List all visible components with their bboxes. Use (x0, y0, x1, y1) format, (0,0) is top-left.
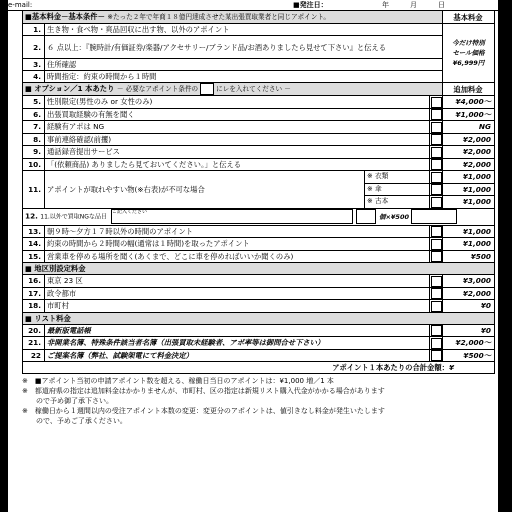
item-price: ¥1,000～ (443, 108, 495, 121)
item11-row (23, 171, 495, 184)
month-label: 月 (410, 1, 417, 9)
item-text: アポイントが取れやすい物(※右表)が不可な場合 (45, 171, 365, 209)
basic-price-cell (443, 24, 495, 83)
option-checkbox-cell (430, 158, 443, 171)
option-checkbox-cell (430, 337, 443, 350)
item-text: 約束の時間から２時間の幅(通常は１時間)を取ったアポイント (45, 238, 430, 251)
year-label: 年 (382, 1, 389, 9)
option-note: － 必要なアポイント条件の (116, 85, 199, 93)
item-price: NG (443, 121, 495, 134)
option-checkbox[interactable] (431, 159, 442, 170)
basic-price-line: 今だけ特別 (452, 39, 485, 47)
basic-num: 4. (23, 71, 45, 83)
item-price: ¥2,000 (443, 146, 495, 159)
basic-text: 生き物・食べ物・爽品回収に出す物、以外のアポイント (45, 24, 443, 36)
item-price: ¥1,000 (443, 225, 495, 238)
item-number: 18. (23, 300, 45, 313)
item-text: 市町村 (45, 300, 430, 313)
option-checkbox-cell (430, 275, 443, 288)
item-price: ¥2,000 (443, 287, 495, 300)
basic-num: 3. (23, 59, 45, 71)
item-number: 11. (23, 171, 45, 209)
item-text: 11.以外で買取NGな品目 (40, 213, 107, 221)
item-row (23, 349, 495, 362)
footnote-line: ※ 都道府県の指定は追加料金はかかりませんが、市町村、区の指定は新規リスト購入代金がかかる場合があります (22, 387, 385, 395)
option-checkbox[interactable] (431, 172, 442, 183)
option-checkbox[interactable] (431, 350, 442, 361)
option-checkbox[interactable] (431, 325, 442, 336)
item-number: 7. (23, 121, 45, 134)
option-checkbox-cell (430, 133, 443, 146)
item-row (23, 337, 495, 350)
item12-row (23, 208, 495, 225)
item-row (23, 238, 495, 251)
item-text: 東京 23 区 (45, 275, 430, 288)
item-number: 10. (23, 158, 45, 171)
basic-title: ■基本料金－基本条件－ (25, 12, 105, 21)
footnote-line: ※ 稼働日から１週間以内の受注アポイント本数の変更：変更分のアポイントは、値引きなし料金が発生いたします (22, 407, 385, 415)
option-checkbox-cell (430, 287, 443, 300)
item-row (23, 300, 495, 313)
item-text: 朝９時～夕方１７時以外の時間のアポイント (45, 225, 430, 238)
basic-row-1 (23, 24, 495, 36)
basic-price-head: 基本料金 (443, 11, 495, 24)
option-checkbox[interactable] (431, 288, 442, 299)
option-checkbox-cell (430, 238, 443, 251)
option-checkbox[interactable] (431, 251, 442, 262)
item-text: 経験有アポは NG (45, 121, 430, 134)
item-text: 政令都市 (45, 287, 430, 300)
item-text: 最新版電話帳 (45, 324, 430, 337)
item-price: ¥0 (443, 300, 495, 313)
item-row (23, 96, 495, 109)
item-text: 通話録音提出サービス (45, 146, 430, 159)
option-checkbox-cell (430, 250, 443, 263)
item-price: ¥3,000 (443, 275, 495, 288)
basic-num: 1. (23, 24, 45, 36)
item12-rate: 個×¥500 (378, 212, 409, 221)
option-checkbox[interactable] (431, 134, 442, 145)
item12-cell (23, 208, 495, 225)
option-checkbox-cell (430, 349, 443, 362)
option-checkbox[interactable] (431, 226, 442, 237)
option-checkbox-cell (430, 183, 443, 196)
item11-sub-label: ※ 古本 (365, 196, 430, 209)
option-checkbox-cell (430, 300, 443, 313)
item-number: 14. (23, 238, 45, 251)
item-text: 「(依頼商品) ありましたら見ておいてください。」と伝える (45, 158, 430, 171)
option-checkbox-cell (430, 324, 443, 337)
option-checkbox-cell (430, 171, 443, 184)
item-row (23, 108, 495, 121)
item-text: ご提案名簿（弊社、試験架電にて料金決定） (45, 349, 430, 362)
item-price: ¥4,000～ (443, 96, 495, 109)
item-number: 9. (23, 146, 45, 159)
item-number: 21. (23, 337, 45, 350)
option-checkbox[interactable] (431, 276, 442, 287)
item-text: 事前連絡確認(前攫) (45, 133, 430, 146)
footnote-line: ので、予めご了承ください。 (22, 417, 127, 425)
total-label: アポイント１本あたりの合計金額： (332, 363, 449, 372)
basic-row-4 (23, 71, 495, 83)
checkbox-legend (200, 83, 214, 95)
option-checkbox[interactable] (431, 184, 442, 195)
item-price: ¥1,000 (443, 171, 495, 184)
item11-sub-label: ※ 傘 (365, 183, 430, 196)
option-checkbox[interactable] (431, 301, 442, 312)
footnote-line: ので予め御了承下さい。 (22, 397, 113, 405)
email-label: e-mail: (8, 1, 33, 9)
option-checkbox[interactable] (431, 122, 442, 133)
item-price: ¥0 (443, 324, 495, 337)
basic-row-2 (23, 36, 495, 59)
section-list-title: ■ リスト料金 (23, 312, 495, 324)
basic-num: 2. (23, 36, 45, 59)
option-checkbox[interactable] (431, 109, 442, 120)
basic-text: 住所確認 (45, 59, 443, 71)
item-number: 13. (23, 225, 45, 238)
option-checkbox-cell (430, 225, 443, 238)
item-price: ¥1,000 (443, 238, 495, 251)
item-text: 営業車を停める場所を聞く(あくまで、どこに車を停めればいいか聞くのみ) (45, 250, 430, 263)
basic-text: 時間指定：約束の時間から１時間 (45, 71, 443, 83)
option-note-2: にレを入れてください － (216, 85, 291, 93)
basic-text: ６ 点以上：『腕時計/有価証券/楽器/アクセサリー/ブランド品/お酒ありましたら見せて下さい』と伝える (45, 36, 443, 59)
footnote-line: ※ ■アポイント当初の申請アポイント数を超える、稼働日当日のアポイントは：¥1,000 増／1 本 (22, 377, 334, 385)
option-checkbox[interactable] (431, 338, 442, 349)
item-price: ¥2,000 (443, 158, 495, 171)
basic-price-line: セール価格 (452, 49, 485, 57)
option-checkbox[interactable] (431, 147, 442, 158)
item-number: 20. (23, 324, 45, 337)
ng-items-input[interactable] (111, 209, 353, 224)
option-checkbox[interactable] (431, 239, 442, 250)
total-value: ¥ (448, 363, 455, 372)
item-text: 性別限定(男性のみ or 女性のみ) (45, 96, 430, 109)
item-number: 17. (23, 287, 45, 300)
basic-price-line: ¥6,999円 (452, 59, 485, 67)
section-region (23, 263, 495, 275)
item-number: 8. (23, 133, 45, 146)
item-row (23, 275, 495, 288)
basic-note: ※たった２年で年商１８億円達成させた某出張買取業者と同じアポイント。 (107, 13, 330, 21)
item-price: ¥500～ (443, 349, 495, 362)
footnotes (22, 376, 494, 426)
section-list (23, 312, 495, 324)
item-number: 22 (23, 349, 45, 362)
pricing-table (22, 10, 495, 374)
item-number: 15. (23, 250, 45, 263)
item-row (23, 146, 495, 159)
item-row (23, 225, 495, 238)
total-cell (23, 362, 495, 374)
item-row (23, 133, 495, 146)
option-checkbox-cell (430, 196, 443, 209)
item-price: ¥2,000 (443, 133, 495, 146)
ng-count-input[interactable] (356, 209, 376, 224)
item-price: ¥1,000 (443, 183, 495, 196)
issue-date-label: ■発注日： (293, 1, 328, 9)
item-number: 12. (25, 211, 38, 221)
item-price: ¥500 (443, 250, 495, 263)
fill-hint: ご記入ください (111, 209, 147, 215)
section-region-title: ■ 地区別設定料金 (23, 263, 495, 275)
item11-sub-label: ※ 衣類 (365, 171, 430, 184)
item-number: 5. (23, 96, 45, 109)
item-row (23, 121, 495, 134)
order-form-page (8, 0, 498, 512)
option-title: ■ オプション／1 本あたり (25, 84, 115, 93)
option-checkbox-cell (430, 146, 443, 159)
option-checkbox-cell (430, 96, 443, 109)
item-number: 6. (23, 108, 45, 121)
item12-price-box[interactable] (411, 209, 457, 224)
item-row (23, 250, 495, 263)
option-checkbox[interactable] (431, 197, 442, 208)
item-number: 16. (23, 275, 45, 288)
item-row (23, 158, 495, 171)
item-row (23, 324, 495, 337)
total-row (23, 362, 495, 374)
item-price: ¥2,000～ (443, 337, 495, 350)
item-text: 非開業名簿、特殊条件該当者名簿（出張買取未経験者、アポ率等は御問合せ下さい） (45, 337, 430, 350)
item-text: 出張買取経験の有無を聞く (45, 108, 430, 121)
basic-row-3 (23, 59, 495, 71)
section-option (23, 83, 495, 96)
option-checkbox[interactable] (431, 97, 442, 108)
day-label: 日 (438, 1, 445, 9)
item-price: ¥1,000 (443, 196, 495, 209)
option-checkbox-cell (430, 121, 443, 134)
section-basic (23, 11, 495, 24)
item-row (23, 287, 495, 300)
option-price-head: 追加料金 (443, 83, 495, 96)
option-checkbox-cell (430, 108, 443, 121)
